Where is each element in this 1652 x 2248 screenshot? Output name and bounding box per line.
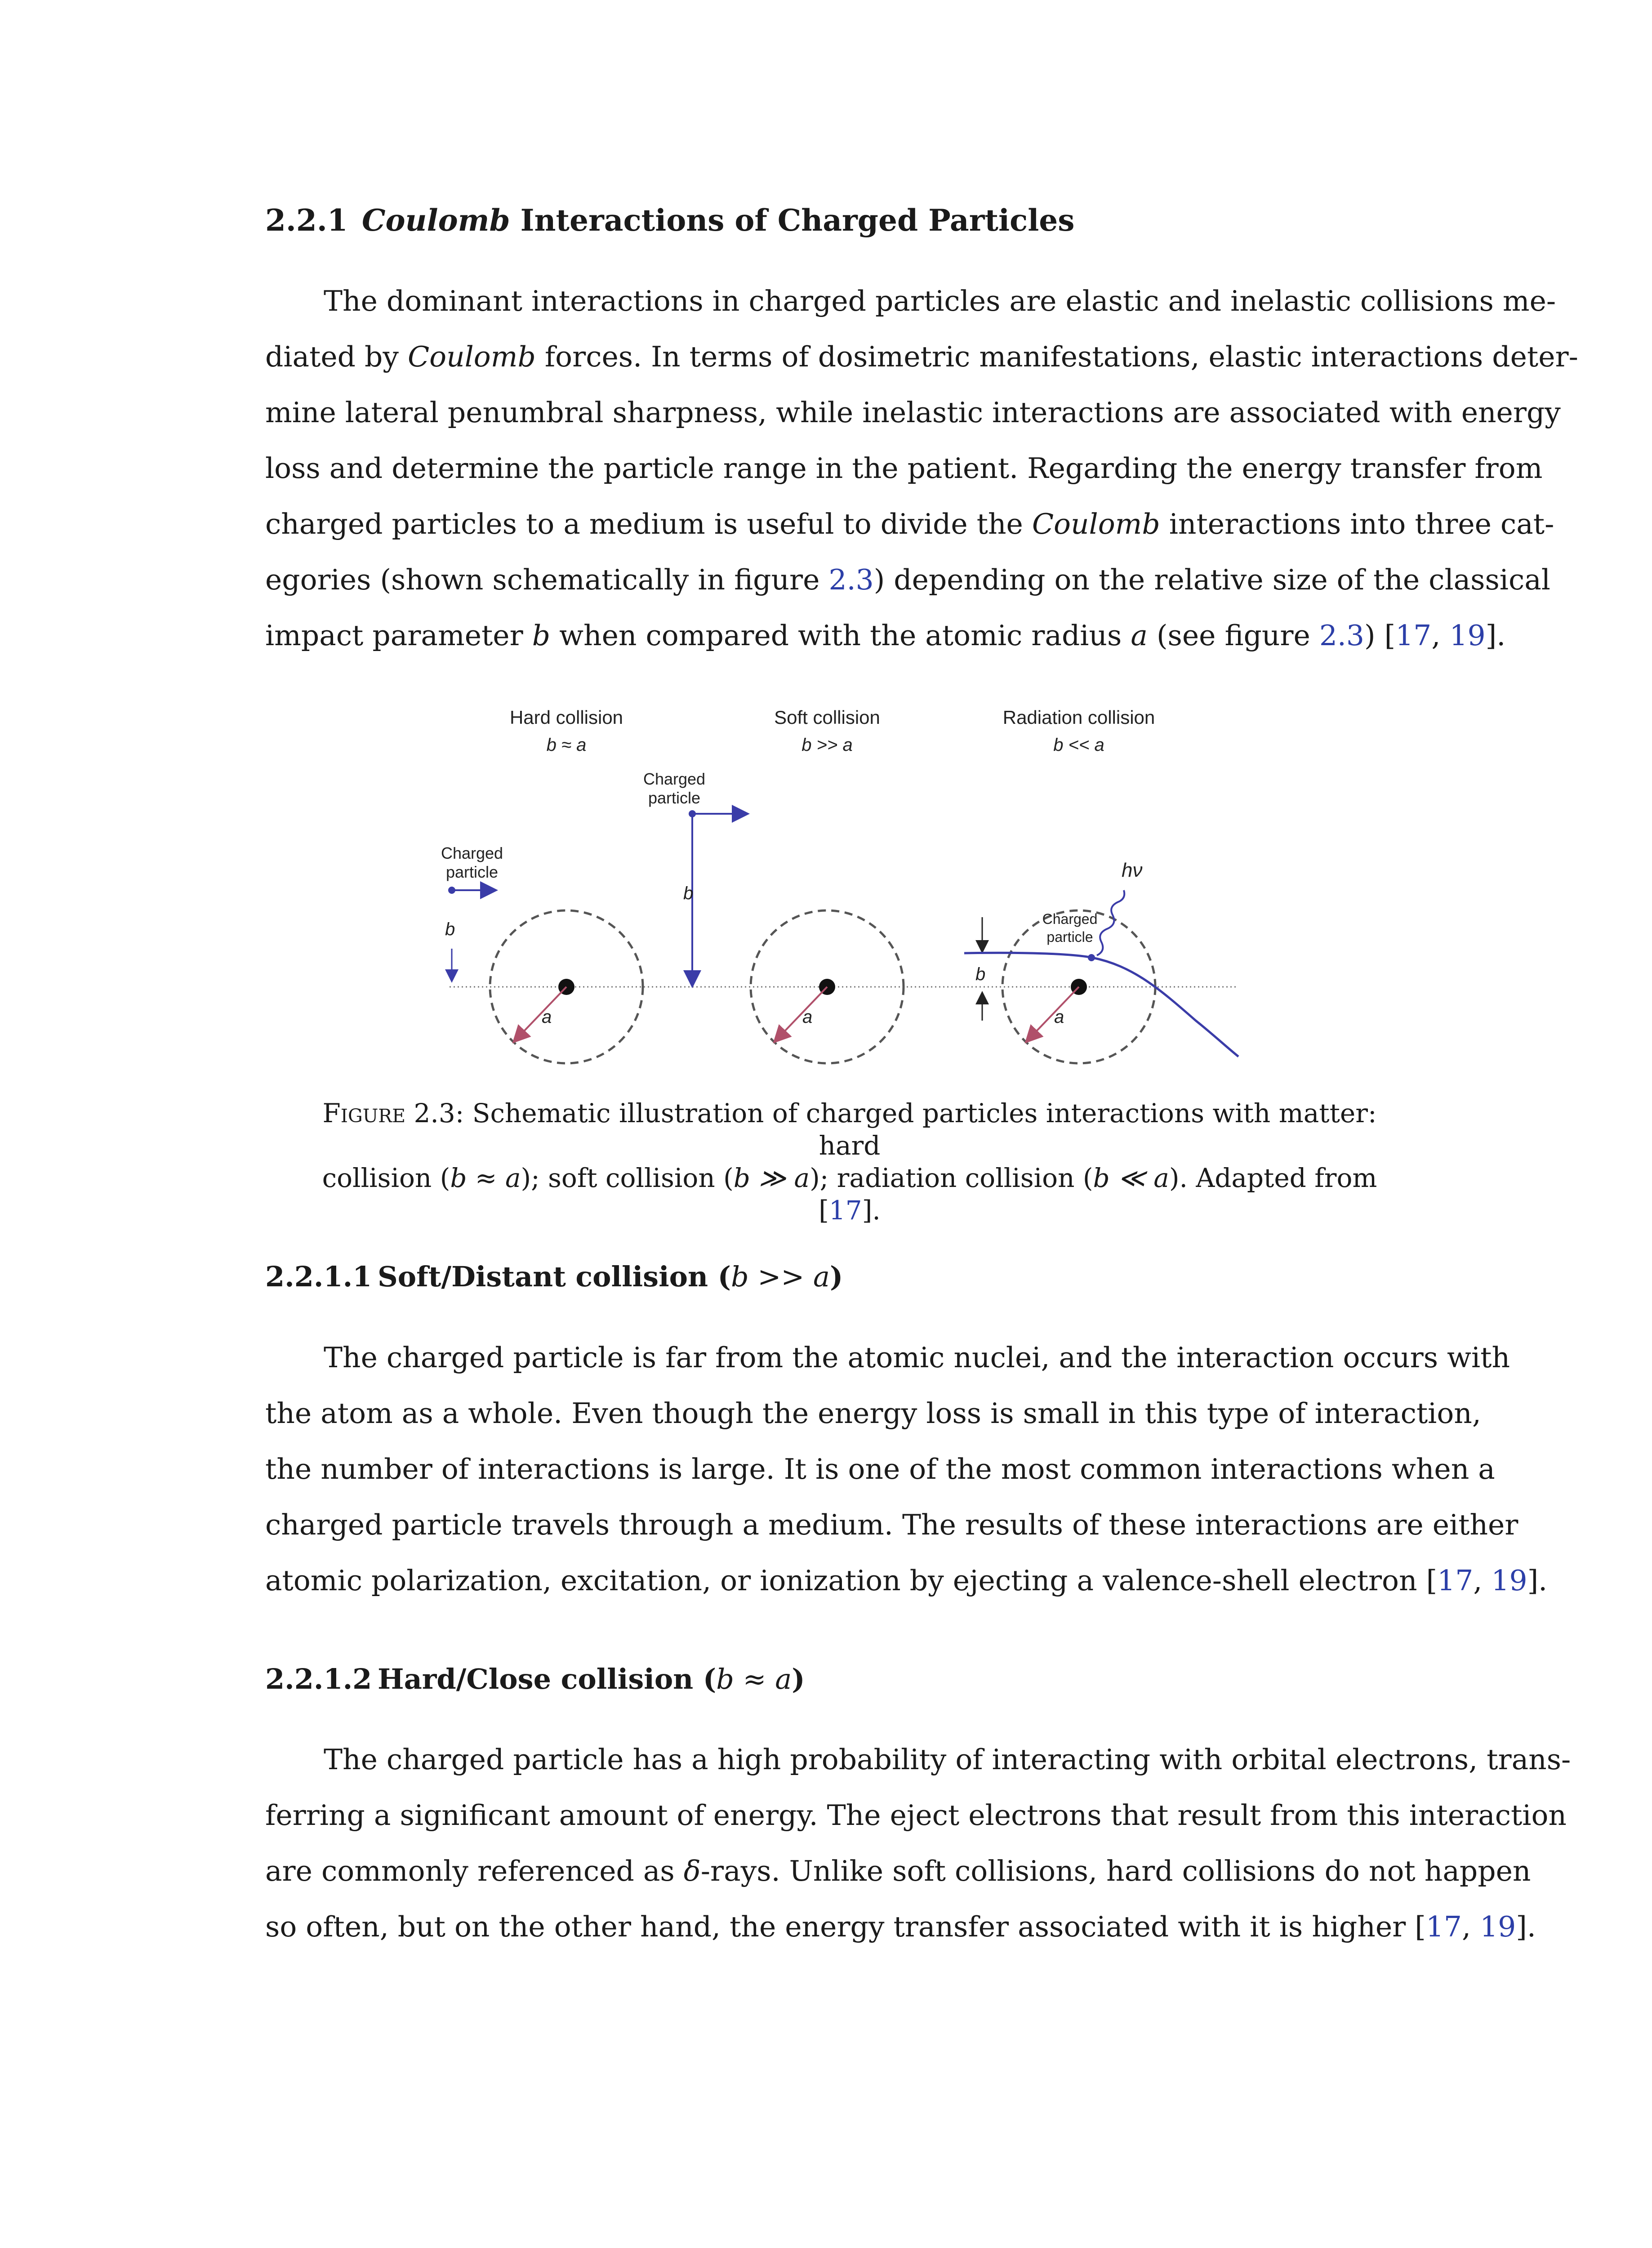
text-line: mine lateral penumbral sharpness, while inelastic interactions are associated with energy (265, 396, 1561, 429)
impact-parameter-label: b (683, 883, 694, 903)
section-title-italic: Coulomb (362, 203, 510, 238)
citation-link[interactable]: 17 (1437, 1564, 1474, 1597)
citation-link[interactable]: 17 (1395, 619, 1432, 652)
atomic-radius-label: a (802, 1007, 813, 1027)
text-line: The charged particle has a high probability of interacting with orbital electrons, trans- (324, 1743, 1571, 1776)
atomic-radius-arrow (515, 987, 566, 1041)
hard-collision-relation: b ≈ a (546, 735, 587, 755)
atomic-radius-arrow (775, 987, 827, 1041)
radiation-collision-title: Radiation collision (1002, 707, 1155, 728)
text-line: diated by Coulomb forces. In terms of dosimetric manifestations, elastic interactions deter- (265, 340, 1578, 373)
text-line: so often, but on the other hand, the energy transfer associated with it is higher [17, 19]. (265, 1910, 1536, 1943)
charged-particle-label: particle (445, 863, 499, 881)
citation-link[interactable]: 17 (1425, 1910, 1462, 1943)
atomic-radius-label: a (542, 1007, 552, 1027)
radiation-collision-relation: b << a (1053, 735, 1104, 755)
charged-particle-label: Charged (441, 844, 503, 862)
intro-paragraph (265, 273, 1578, 664)
figure-caption: Figure 2.3: Schematic illustration of charged particles interactions with matter: hard collision (b ≈ a); soft collision (b ≫ a); radiation collision (b ≪ a). Adapted from [17]. (322, 1098, 1377, 1226)
charged-particle-label: particle (648, 789, 701, 807)
citation-link[interactable]: 19 (1480, 1910, 1516, 1943)
atomic-radius-label: a (1054, 1007, 1064, 1027)
soft-collision-title: Soft collision (774, 707, 880, 728)
text-line: atomic polarization, excitation, or ionization by ejecting a valence-shell electron [17, 19]. (265, 1564, 1548, 1597)
subsection-heading: 2.2.1.1 Soft/Distant collision (b >> a) (265, 1260, 843, 1293)
photon-label: hν (1122, 859, 1143, 881)
text-line: the atom as a whole. Even though the energy loss is small in this type of interaction, (265, 1397, 1481, 1430)
text-line: charged particle travels through a medium. The results of these interactions are either (265, 1508, 1518, 1541)
impact-parameter-label: b (975, 964, 986, 984)
section-heading (265, 202, 1074, 238)
impact-parameter-label: b (445, 919, 455, 939)
section-number: 2.2.1 (265, 203, 348, 238)
text-line: The charged particle is far from the atomic nuclei, and the interaction occurs with (324, 1341, 1510, 1374)
text-line: egories (shown schematically in figure 2.3) depending on the relative size of the classical (265, 563, 1550, 596)
charged-particle-label: particle (1046, 929, 1093, 945)
text-line: the number of interactions is large. It is one of the most common interactions when a (265, 1453, 1495, 1485)
charged-particle-dot (1088, 954, 1095, 961)
soft-collision-relation: b >> a (802, 735, 853, 755)
text-line: The dominant interactions in charged particles are elastic and inelastic collisions me- (324, 285, 1556, 317)
charged-particle-label: Charged (643, 770, 706, 788)
photon-wave (1097, 890, 1124, 955)
citation-link[interactable]: 19 (1491, 1564, 1527, 1597)
text-line: ferring a significant amount of energy. The eject electrons that result from this interaction (265, 1799, 1567, 1832)
text-line: impact parameter b when compared with the atomic radius a (see figure 2.3) [17, 19]. (265, 619, 1506, 652)
figure-ref-link[interactable]: 2.3 (1319, 619, 1365, 652)
atomic-radius-arrow (1027, 987, 1079, 1041)
figure-ref-link[interactable]: 2.3 (828, 563, 874, 596)
soft-collision-paragraph (265, 1330, 1548, 1609)
caption-label: Figure (322, 1098, 406, 1128)
hard-collision-title: Hard collision (509, 707, 623, 728)
hard-collision-paragraph (265, 1732, 1571, 1955)
charged-particle-label: Charged (1042, 911, 1098, 927)
text-line: loss and determine the particle range in the patient. Regarding the energy transfer from (265, 452, 1543, 485)
citation-link[interactable]: 19 (1449, 619, 1486, 652)
collision-diagram (432, 692, 1286, 1079)
text-line: are commonly referenced as δ-rays. Unlike soft collisions, hard collisions do not happen (265, 1855, 1531, 1887)
subsection-heading: 2.2.1.2 Hard/Close collision (b ≈ a) (265, 1663, 805, 1695)
section-title: Interactions of Charged Particles (510, 203, 1075, 238)
citation-link[interactable]: 17 (828, 1195, 862, 1226)
text-line: charged particles to a medium is useful to divide the Coulomb interactions into three cat- (265, 508, 1554, 540)
